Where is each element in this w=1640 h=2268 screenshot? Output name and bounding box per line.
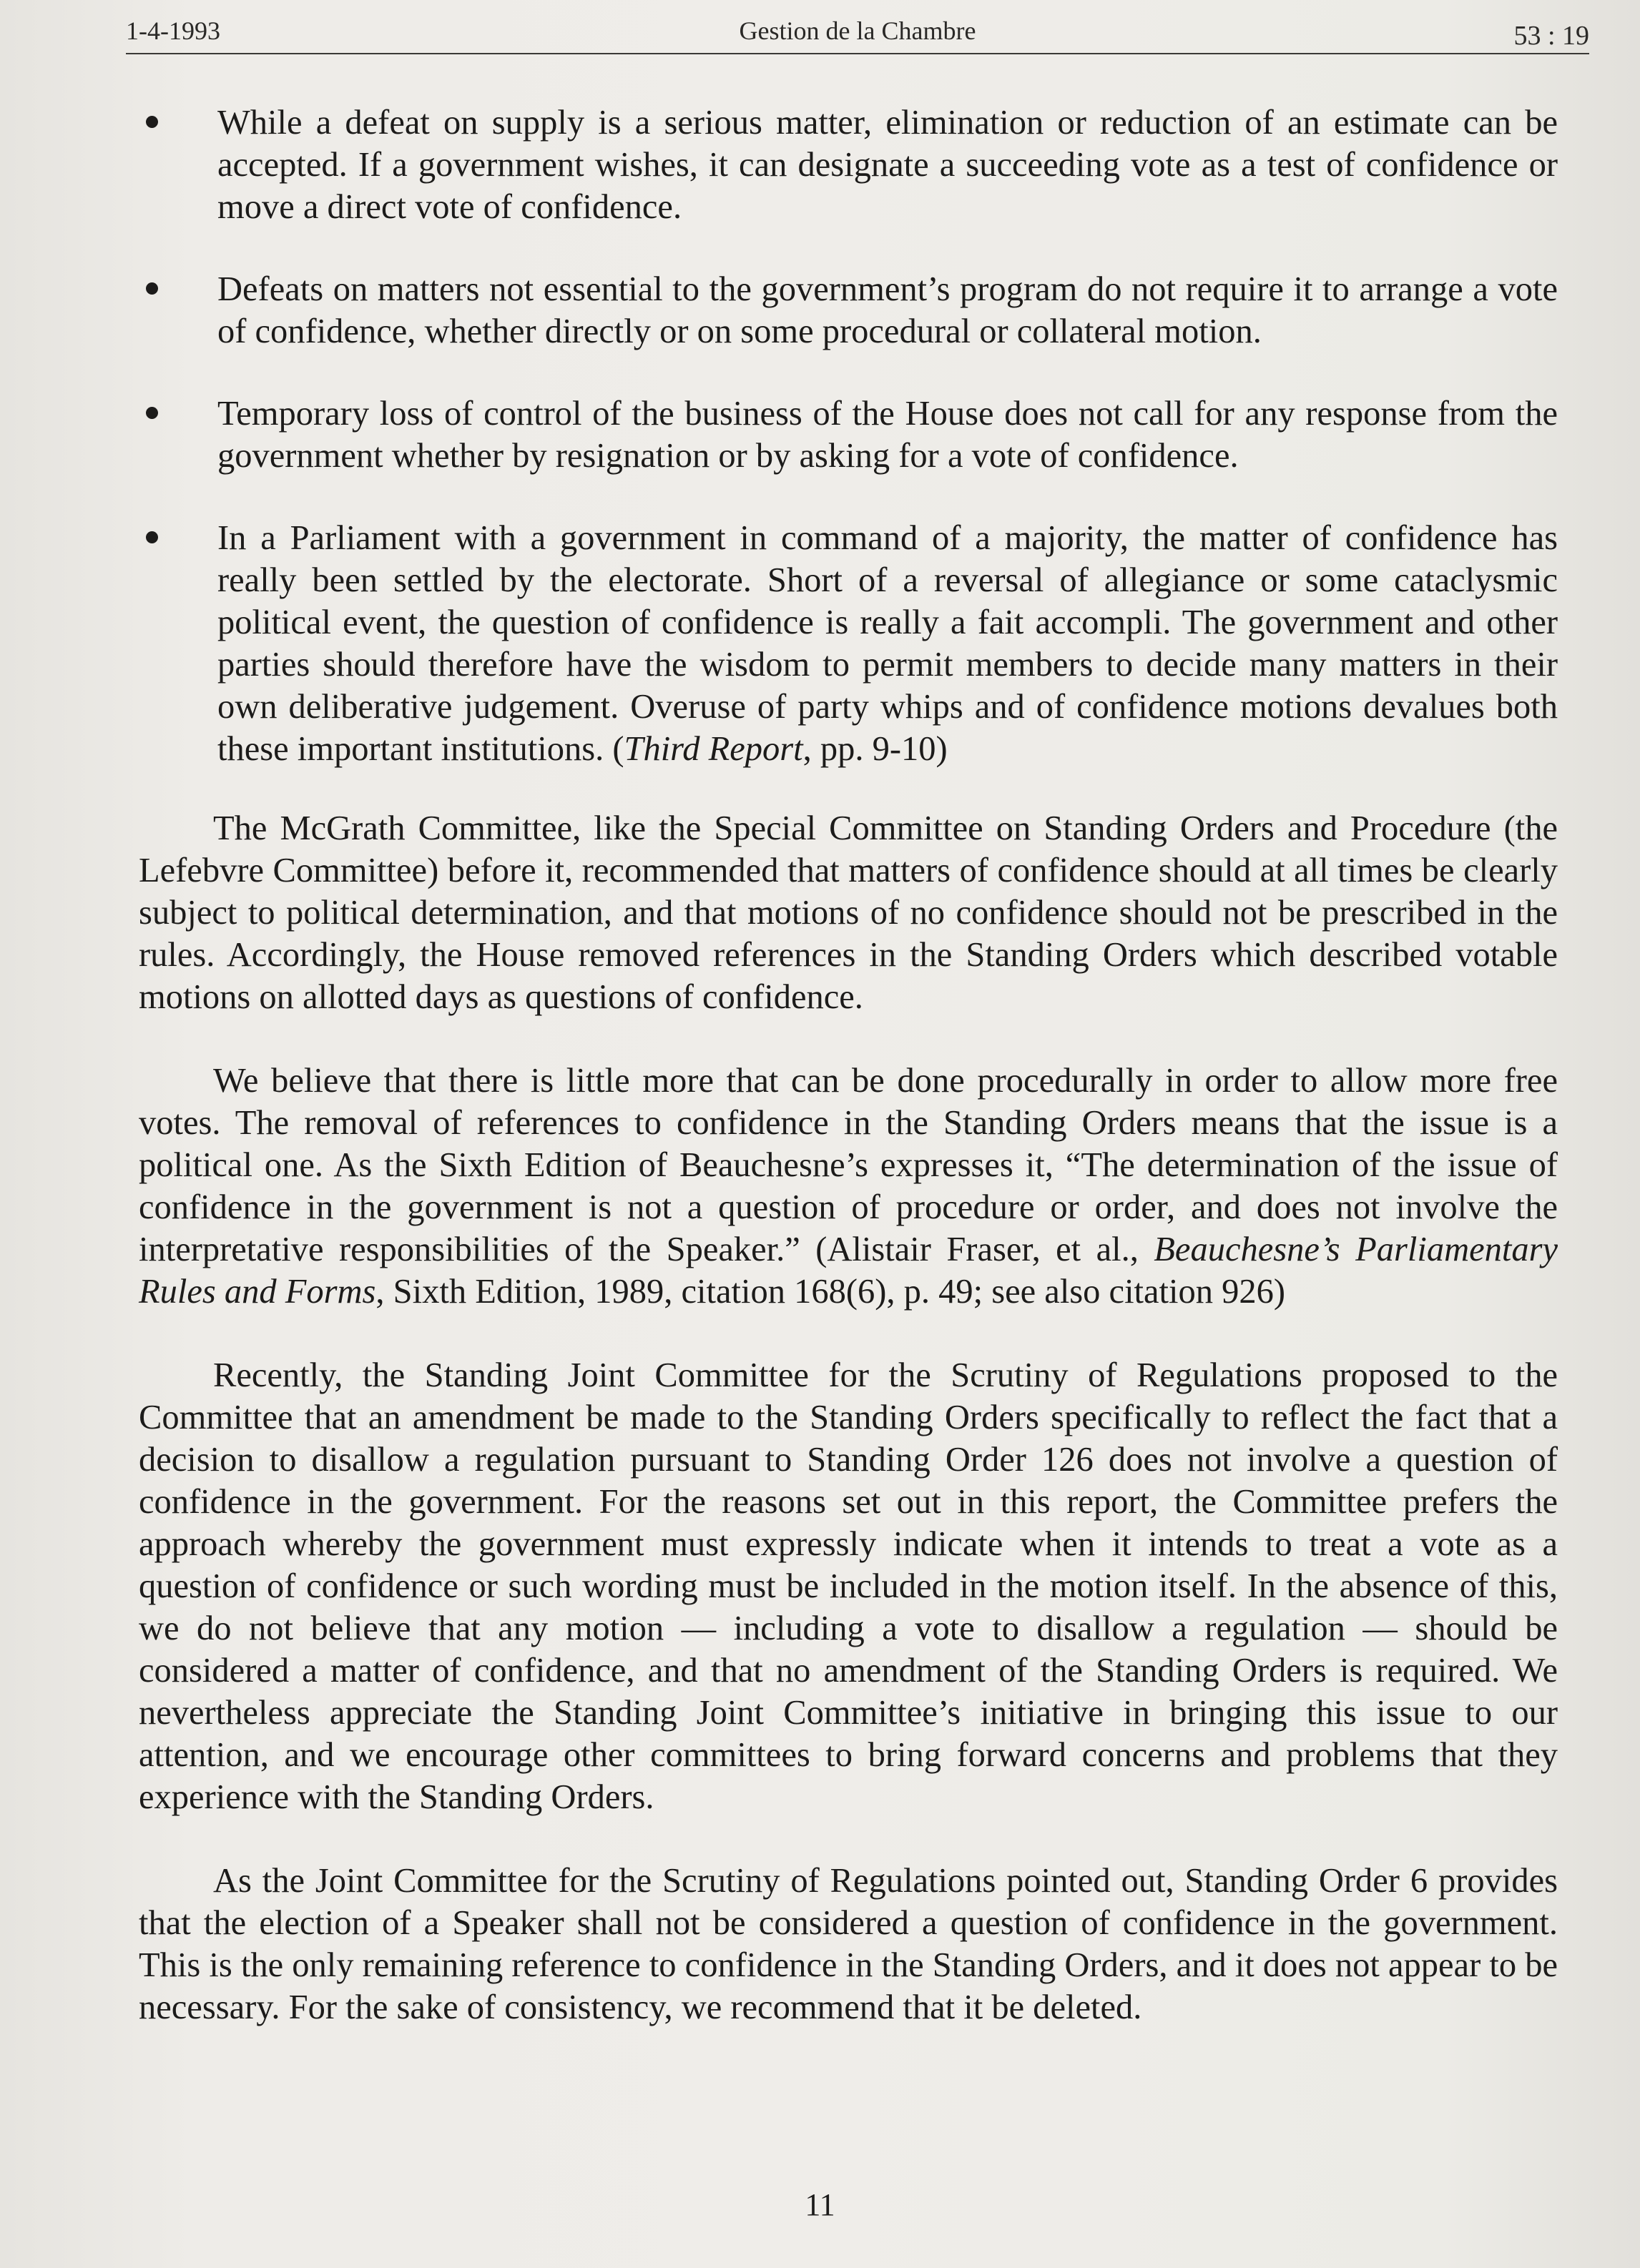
header-date: 1-4-1993 xyxy=(126,16,220,45)
bullet-item xyxy=(139,102,1558,228)
body-paragraph xyxy=(139,1354,1558,1818)
bullet-item xyxy=(139,393,1558,477)
paragraph-text-continued: , Sixth Edition, 1989, citation 168(6), p. 49; see also citation 926) xyxy=(375,1273,1286,1311)
paragraph-text: We believe that there is little more that can be done procedurally in order to allow more free votes. The removal of references to confidence in the Standing Orders means that the issue is a political one. As the Sixth Edition of Beauchesne’s expresses it, “The determination of the issue of confidence in the government is not a question of procedure or order, and does not involve the interpretative responsibilities of the Speaker.” (Alistair Fraser, et al., xyxy=(139,1062,1558,1268)
body-paragraph xyxy=(139,807,1558,1018)
bullet-text-continued: , pp. 9-10) xyxy=(802,730,948,768)
running-header xyxy=(126,16,1589,53)
body-paragraph xyxy=(139,1060,1558,1313)
bullet-icon xyxy=(146,531,158,543)
paragraph-text: As the Joint Committee for the Scrutiny of Regulations pointed out, Standing Order 6 provides that the election of a Speaker shall not be considered a question of confidence in the government. This is the only remaining reference to confidence in the Standing Orders, and it does not appear to be necessary. For the sake of consistency, we recommend that it be deleted. xyxy=(139,1862,1558,2026)
bullet-item xyxy=(139,517,1558,770)
bullet-text: Defeats on matters not essential to the government’s program do not require it to arrange a vote of confidence, whether directly or on some procedural or collateral motion. xyxy=(217,270,1558,350)
body-paragraph xyxy=(139,1860,1558,2028)
citation-title: Third Report xyxy=(624,730,803,768)
document-body xyxy=(139,102,1558,2070)
paragraph-text: The McGrath Committee, like the Special Committee on Standing Orders and Procedure (the Lefebvre Committee) before it, recommended that matters of confidence should at all times be clearly subject to political determination, and that motions of no confidence should not be prescribed in the rules. Accordingly, the House removed references in the Standing Orders which described votable motions on allotted days as questions of confidence. xyxy=(139,809,1558,1016)
bullet-text: Temporary loss of control of the business of the House does not call for any response from the government whether by resignation or by asking for a vote of confidence. xyxy=(217,395,1558,475)
bullet-icon xyxy=(146,116,158,128)
bullet-icon xyxy=(146,407,158,419)
citation-title: Beauchesne’s Parliamentary Rules and Forms xyxy=(139,1231,1558,1311)
header-page-ref: 53 : 19 xyxy=(1513,21,1589,51)
page-number: 11 xyxy=(805,2187,835,2222)
bullet-text: In a Parliament with a government in command of a majority, the matter of confidence has really been settled by the electorate. Short of a reversal of allegiance or some cataclysmic political event, the question of confidence is really a fait accompli. The government and other parties should therefore have the wisdom to permit members to decide many matters in their own deliberative judgement. Overuse of party whips and of confidence motions devalues both these important institutions. ( xyxy=(217,519,1558,768)
paragraph-text: Recently, the Standing Joint Committee for the Scrutiny of Regulations proposed to the Committee that an amendment be made to the Standing Orders specifically to reflect the fact that a decision to disallow a regulation pursuant to Standing Order 126 does not involve a question of confidence in the government. For the reasons set out in this report, the Committee prefers the approach whereby the government must expressly indicate when it intends to treat a vote as a question of confidence or such wording must be included in the motion itself. In the absence of this, we do not believe that any motion — including a vote to disallow a regulation — should be considered a matter of confidence, and that no amendment of the Standing Orders is required. We nevertheless appreciate the Standing Joint Committee’s initiative in bringing this issue to our attention, and we encourage other committees to bring forward concerns and problems that they experience with the Standing Orders. xyxy=(139,1356,1558,1816)
bullet-icon xyxy=(146,282,158,295)
header-rule xyxy=(126,53,1589,54)
bullet-item xyxy=(139,268,1558,352)
bullet-text: While a defeat on supply is a serious matter, elimination or reduction of an estimate can be accepted. If a government wishes, it can designate a succeeding vote as a test of confidence or move a direct vote of confidence. xyxy=(217,104,1558,226)
header-title: Gestion de la Chambre xyxy=(739,16,976,45)
